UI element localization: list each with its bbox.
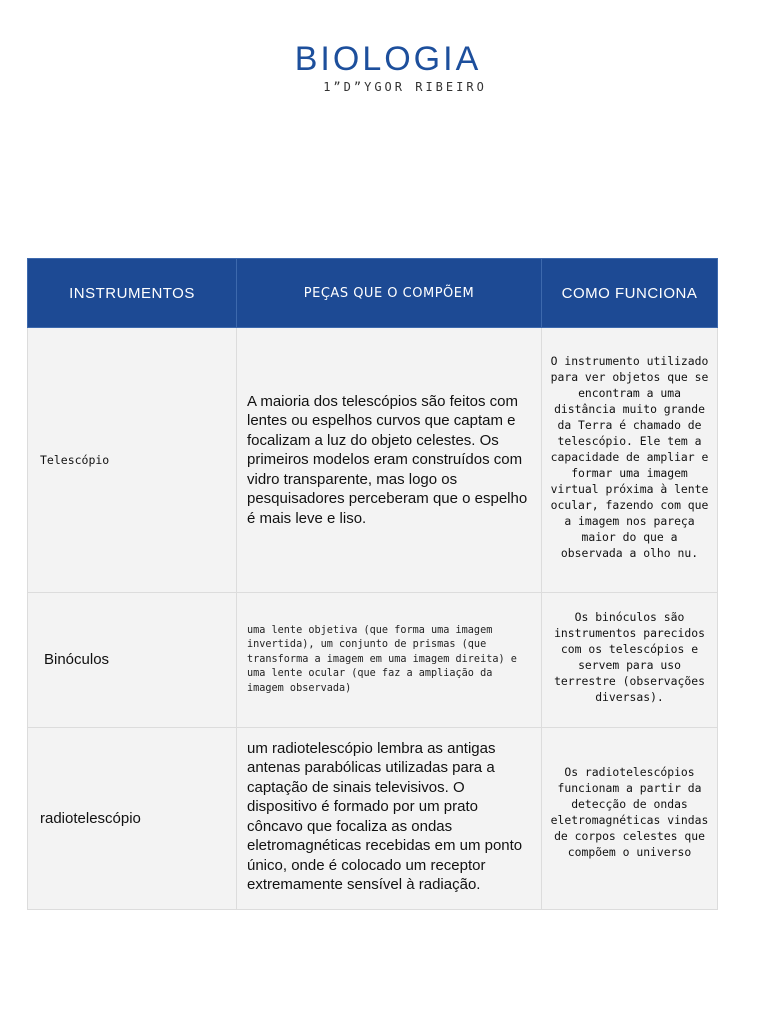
como-text: Os radiotelescópios funcionam a partir da detecção de ondas eletromagnéticas vindas de corpos celestes que compõem o universo	[550, 764, 709, 859]
pecas-text: uma lente objetiva (que forma uma imagem invertida), um conjunto de prismas (que transforma a imagem em uma imagem direita) e uma lente ocular (que faz a ampliação da imagem observada)	[247, 624, 517, 694]
como-text: Os binóculos são instrumentos parecidos com os telescópios e servem para uso terrestre (observações diversas).	[554, 610, 705, 704]
cell-como-funciona	[542, 728, 718, 910]
cell-instrumento	[28, 328, 237, 593]
instrumento-label: radiotelescópio	[40, 809, 141, 827]
table-row	[28, 593, 718, 728]
cell-pecas	[237, 328, 542, 593]
cell-como-funciona	[542, 593, 718, 728]
cell-instrumento	[28, 728, 237, 910]
document-subtitle: 1”D”YGOR RIBEIRO	[323, 80, 487, 94]
table-row	[28, 728, 718, 910]
instruments-table	[27, 258, 718, 910]
header-pecas: PEÇAS QUE O COMPÕEM	[237, 259, 542, 328]
como-text: O instrumento utilizado para ver objetos que se encontram a uma distância muito grande da Terra é chamado de telescópio. Ele tem a capacidade de ampliar e formar uma imagem virtual próxima à lente ocular, fazendo com que a imagem nos pareça maior do que a observada a olho nu.	[550, 354, 709, 560]
document-header	[0, 38, 768, 94]
instrumento-label: Telescópio	[40, 453, 110, 467]
cell-como-funciona	[542, 328, 718, 593]
table-header-row	[28, 259, 718, 328]
document-title: BIOLOGIA	[294, 40, 482, 78]
table-row	[28, 328, 718, 593]
instrumento-label: Binóculos	[44, 651, 110, 669]
header-instrumentos: INSTRUMENTOS	[28, 259, 237, 328]
cell-pecas	[237, 728, 542, 910]
header-como-funciona: COMO FUNCIONA	[542, 259, 718, 328]
cell-instrumento	[28, 593, 237, 728]
cell-pecas	[237, 593, 542, 728]
pecas-text: A maioria dos telescópios são feitos com lentes ou espelhos curvos que captam e focalizam a luz do objeto celestes. Os primeiros modelos eram construídos com vidro transparente, mas logo os pesquisadores perceberam que o espelho é mais leve e liso.	[247, 392, 528, 527]
pecas-text: um radiotelescópio lembra as antigas antenas parabólicas utilizadas para a captação de sinais televisivos. O dispositivo é formado por um prato côncavo que focaliza as ondas eletromagnéticas recebidas em um ponto único, onde é colocado um receptor extremamente sensível à radiação.	[247, 739, 523, 893]
